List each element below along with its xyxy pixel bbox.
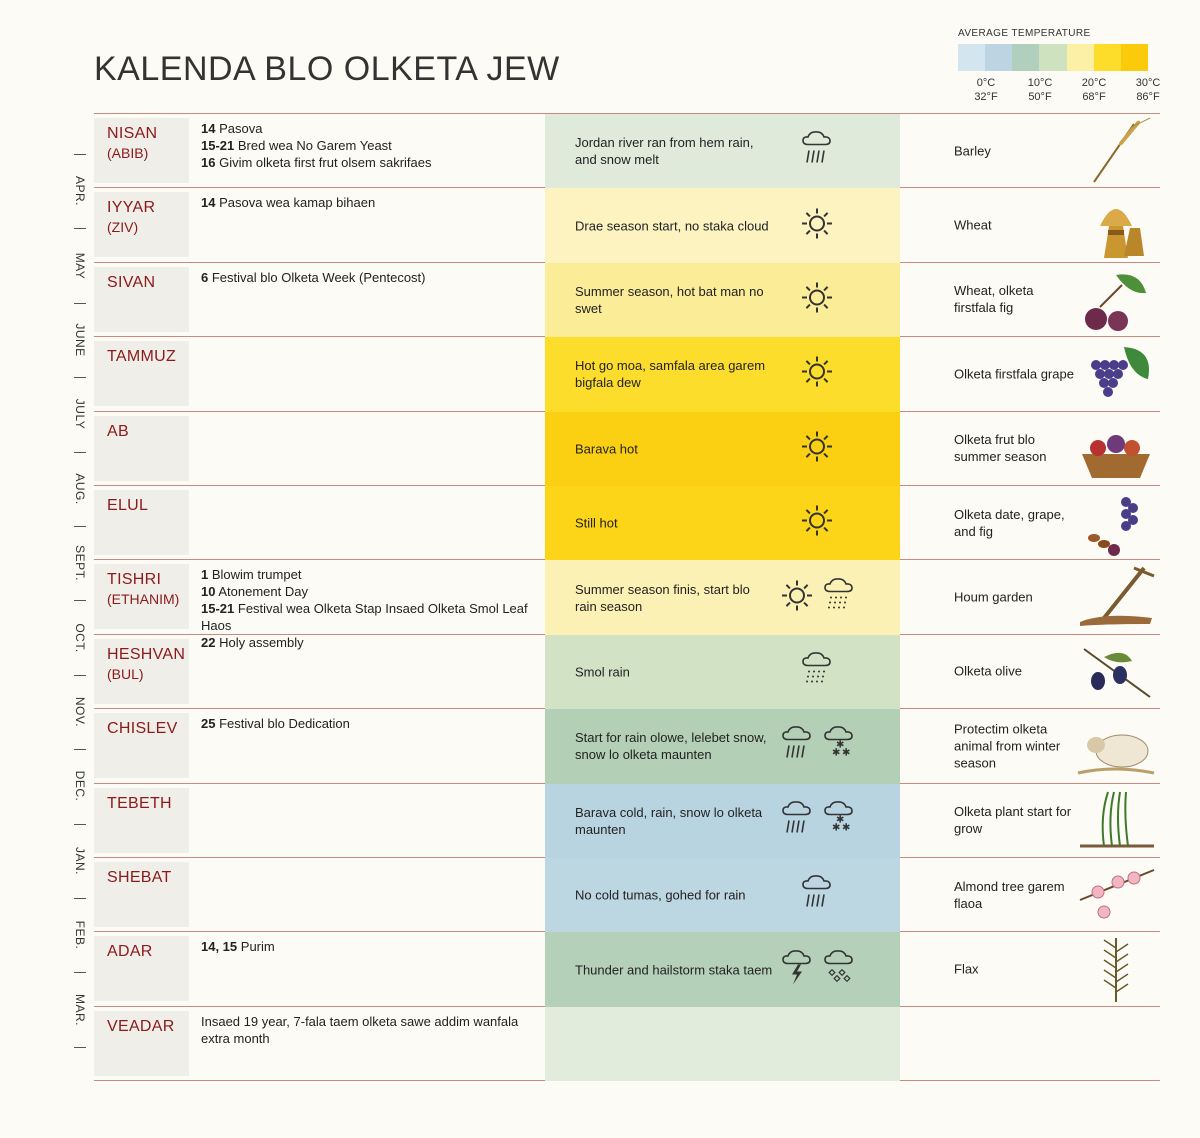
- legend-tick-fahrenheit: 32°F: [974, 91, 998, 103]
- festival-day: 22: [201, 635, 216, 651]
- sun-icon: [797, 501, 837, 541]
- hebrew-month-name: AB: [107, 422, 129, 440]
- gutter-tick: [74, 228, 86, 229]
- svg-text:✱: ✱: [842, 747, 851, 759]
- crop-label: Protectim olketa animal from winter season: [954, 721, 1061, 771]
- month-cell: [94, 416, 189, 481]
- weather-cell: [545, 263, 900, 337]
- month-cell: [94, 639, 189, 704]
- rain-cloud-icon: [797, 873, 837, 913]
- festival-day: 16: [201, 155, 216, 170]
- festival-line: [201, 1013, 541, 1047]
- crop-illustration: [1074, 934, 1158, 1004]
- svg-text:✱: ✱: [836, 739, 845, 751]
- festival-line: [201, 938, 541, 955]
- festival-text: Festival blo Olketa Week (Pentecost): [211, 269, 426, 285]
- legend-tick: [1128, 76, 1168, 104]
- gutter-tick: [74, 154, 86, 155]
- sun-icon: [797, 277, 837, 317]
- festival-line: [201, 269, 541, 286]
- festival-line: [201, 137, 541, 154]
- month-cell: [94, 341, 189, 406]
- hebrew-month-alt-name: (ABIB): [107, 145, 149, 161]
- gregorian-month-label: FEB.: [73, 920, 87, 950]
- hebrew-month-name: TAMMUZ: [107, 348, 177, 366]
- hebrew-month-name: ELUL: [107, 497, 149, 514]
- hebrew-month-name: HESHVAN: [107, 645, 186, 663]
- month-row: [94, 784, 1160, 858]
- month-row: [94, 560, 1160, 651]
- gutter-tick: [74, 526, 86, 527]
- festival-line: [201, 194, 541, 211]
- sun-icon: [797, 203, 837, 243]
- weather-cell: [545, 188, 900, 262]
- festival-list: [201, 269, 541, 286]
- weather-icon-slot: [777, 947, 817, 992]
- weather-icon-slot: [797, 277, 837, 322]
- gregorian-month-label: SEPT.: [73, 545, 87, 582]
- weather-text: Hot go moa, samfala area garem bigfala dew: [575, 358, 766, 391]
- weather-cell: [545, 560, 900, 634]
- month-cell: [94, 490, 189, 555]
- legend-swatch: [985, 44, 1012, 71]
- weather-icon-slot: [819, 798, 859, 843]
- month-row: [94, 337, 1160, 411]
- gregorian-month-gutter: [66, 114, 94, 1079]
- snow-cloud-icon: [819, 798, 859, 838]
- festival-list: [201, 1013, 541, 1047]
- crop-label: Olketa plant start for grow: [954, 804, 1072, 837]
- festival-text: Festival wea Olketa Stap Insaed Olketa Smol Leaf Haos: [201, 601, 528, 634]
- festival-day: 15-21: [201, 138, 235, 153]
- rain-cloud-icon: [777, 798, 817, 838]
- legend-tick-fahrenheit: 68°F: [1082, 91, 1106, 103]
- svg-text:✱: ✱: [832, 747, 841, 759]
- legend-tick-fahrenheit: 86°F: [1136, 91, 1160, 103]
- month-row: [94, 412, 1160, 486]
- festival-text: Atonement Day: [218, 584, 308, 600]
- weather-icon-slot: [777, 724, 817, 769]
- weather-icon-slot: [777, 798, 817, 843]
- festival-day: 15-21: [201, 601, 235, 617]
- weather-icon-slot: [797, 203, 837, 248]
- weather-icon-slot: [797, 873, 837, 918]
- festival-text: Givim olketa first frut olsem sakrifaes: [219, 155, 432, 170]
- barley-icon: [1074, 116, 1158, 186]
- hail-cloud-icon: [819, 947, 859, 987]
- weather-icon-slot: [797, 426, 837, 471]
- drizzle-cloud-icon: [819, 575, 859, 615]
- festival-text: Purim: [240, 939, 275, 955]
- festival-line: [201, 715, 541, 732]
- weather-cell: [545, 932, 900, 1006]
- legend-swatch: [1121, 44, 1148, 71]
- month-row: [94, 635, 1160, 709]
- festival-day: 14, 15: [201, 939, 238, 955]
- month-cell: [94, 118, 189, 183]
- legend-swatch: [1012, 44, 1039, 71]
- weather-text: No cold tumas, gohed for rain: [575, 887, 746, 903]
- temperature-legend: [958, 28, 1161, 106]
- festival-list: [201, 715, 541, 732]
- weather-icon-slot: [797, 501, 837, 546]
- weather-cell: [545, 1007, 900, 1081]
- hebrew-month-alt-name: (ZIV): [107, 219, 139, 236]
- festival-text: Pasova wea kamap bihaen: [219, 195, 376, 211]
- hebrew-month-alt-name: (BUL): [107, 665, 144, 682]
- weather-cell: [545, 784, 900, 858]
- crop-label: Olketa firstfala grape: [954, 366, 1074, 382]
- crop-illustration: [1074, 488, 1158, 558]
- crop-illustration: [1074, 711, 1158, 781]
- gutter-tick: [74, 600, 86, 601]
- gregorian-month-label: APR.: [73, 176, 87, 207]
- legend-tick-celsius: 20°C: [1081, 77, 1107, 89]
- gutter-tick: [74, 1047, 86, 1048]
- month-cell: [94, 192, 189, 257]
- crop-label: Flax: [954, 961, 979, 977]
- flax-icon: [1074, 934, 1158, 1004]
- festival-day: 10: [201, 584, 216, 600]
- legend-swatch: [958, 44, 985, 71]
- festival-line: [201, 600, 541, 634]
- gregorian-month-label: NOV.: [73, 696, 87, 728]
- festival-text: Pasova: [219, 121, 263, 136]
- snow-cloud-icon: [819, 724, 859, 764]
- hebrew-month-alt-name: (ETHANIM): [107, 591, 180, 608]
- weather-text: Still hot: [575, 515, 618, 531]
- crop-illustration: [1074, 190, 1158, 260]
- hebrew-month-name: IYYAR: [107, 199, 156, 217]
- legend-tick: [966, 76, 1006, 104]
- legend-label: AVERAGE TEMPERATURE: [958, 28, 1091, 39]
- almond-blossom-icon: [1074, 860, 1158, 930]
- gregorian-month-label: MAR.: [73, 993, 87, 1026]
- fig-icon: [1074, 265, 1158, 335]
- gutter-tick: [74, 972, 86, 973]
- svg-text:✱: ✱: [832, 822, 841, 834]
- drizzle-cloud-icon: [797, 649, 837, 689]
- legend-tick: [1074, 76, 1114, 104]
- rain-cloud-icon: [797, 129, 837, 169]
- sheep-icon: [1074, 711, 1158, 781]
- crop-label: Olketa olive: [954, 663, 1022, 679]
- legend-swatch: [1039, 44, 1066, 71]
- crop-illustration: [1074, 786, 1158, 856]
- festival-line: [201, 583, 541, 600]
- crop-illustration: [1074, 562, 1158, 632]
- legend-tick-celsius: 30°C: [1135, 77, 1161, 89]
- month-cell: [94, 267, 189, 332]
- festival-text: Insaed 19 year, 7-fala taem olketa sawe addim wanfala extra month: [201, 1013, 519, 1046]
- thunder-cloud-icon: [777, 947, 817, 987]
- sprout-icon: [1074, 786, 1158, 856]
- hebrew-month-name: NISAN: [107, 125, 158, 142]
- weather-icon-slot: [819, 724, 859, 769]
- month-cell: [94, 936, 189, 1001]
- weather-text: Start for rain olowe, lelebet snow, snow lo olketa maunten: [575, 730, 767, 763]
- crop-label: Barley: [954, 143, 991, 159]
- olive-icon: [1074, 637, 1158, 707]
- gregorian-month-label: JAN.: [73, 846, 87, 875]
- crop-label: Wheat: [954, 217, 992, 233]
- page-title: KALENDA BLO OLKETA JEW: [94, 50, 560, 88]
- gregorian-month-label: MAY: [73, 252, 87, 279]
- weather-cell: [545, 114, 900, 188]
- festival-text: Blowim trumpet: [211, 567, 302, 583]
- crop-illustration: [1074, 339, 1158, 409]
- festival-day: 6: [201, 269, 209, 285]
- weather-text: Drae season start, no staka cloud: [575, 218, 769, 234]
- festival-day: 14: [201, 121, 216, 136]
- month-cell: [94, 1011, 189, 1076]
- crop-illustration: [1074, 860, 1158, 930]
- weather-cell: [545, 709, 900, 783]
- weather-cell: [545, 412, 900, 486]
- gregorian-month-label: OCT.: [73, 622, 87, 653]
- month-row: [94, 932, 1160, 1006]
- festival-list: [201, 120, 541, 171]
- weather-icon-slot: [819, 575, 859, 620]
- wheat-sheaf-icon: [1074, 190, 1158, 260]
- gutter-tick: [74, 675, 86, 676]
- hebrew-month-name: ADAR: [107, 943, 153, 961]
- legend-tick-celsius: 10°C: [1027, 77, 1053, 89]
- gregorian-month-label: DEC.: [73, 771, 87, 802]
- hebrew-month-name: TISHRI: [107, 571, 162, 589]
- legend-ticks: [958, 76, 1161, 106]
- hebrew-month-name: CHISLEV: [107, 720, 178, 738]
- festival-text: Bred wea No Garem Yeast: [237, 138, 392, 153]
- svg-text:✱: ✱: [836, 814, 845, 826]
- month-cell: [94, 862, 189, 927]
- weather-cell: [545, 486, 900, 560]
- festival-day: 1: [201, 567, 209, 583]
- month-cell: [94, 713, 189, 778]
- month-row: [94, 858, 1160, 932]
- sun-icon: [777, 575, 817, 615]
- crop-label: Wheat, olketa firstfala fig: [954, 283, 1034, 316]
- weather-text: Smol rain: [575, 664, 630, 680]
- gutter-tick: [74, 824, 86, 825]
- crop-illustration: [1074, 116, 1158, 186]
- weather-text: Jordan river ran from hem rain, and snow melt: [575, 135, 754, 168]
- crop-label: Houm garden: [954, 589, 1033, 605]
- svg-text:✱: ✱: [842, 822, 851, 834]
- plow-icon: [1074, 562, 1158, 632]
- month-cell: [94, 564, 189, 629]
- weather-icon-slot: [797, 352, 837, 397]
- month-row: [94, 486, 1160, 560]
- gregorian-month-label: AUG.: [73, 473, 87, 505]
- crop-label: Olketa frut blo summer season: [954, 432, 1047, 465]
- rain-cloud-icon: [777, 724, 817, 764]
- hebrew-month-name: SHEBAT: [107, 869, 172, 886]
- month-row: [94, 709, 1160, 783]
- legend-tick-celsius: 0°C: [976, 77, 996, 89]
- weather-icon-slot: [819, 947, 859, 992]
- gutter-tick: [74, 303, 86, 304]
- weather-cell: [545, 858, 900, 932]
- crop-illustration: [1074, 637, 1158, 707]
- month-row: [94, 1007, 1160, 1081]
- weather-text: Barava hot: [575, 441, 638, 457]
- weather-text: Summer season finis, start blo rain season: [575, 581, 750, 614]
- sun-icon: [797, 426, 837, 466]
- weather-text: Thunder and hailstorm staka taem: [575, 962, 773, 978]
- fruit-basket-icon: [1074, 414, 1158, 484]
- weather-icon-slot: [777, 575, 817, 620]
- gregorian-month-label: JULY: [73, 399, 87, 430]
- festival-list: [201, 194, 541, 211]
- month-cell: [94, 788, 189, 853]
- festival-day: 14: [201, 195, 216, 211]
- month-row: [94, 263, 1160, 337]
- festival-line: [201, 120, 541, 137]
- weather-icon-slot: [797, 649, 837, 694]
- festival-day: 25: [201, 716, 216, 732]
- gregorian-month-label: JUNE: [73, 323, 87, 357]
- hebrew-month-name: TEBETH: [107, 794, 172, 812]
- gutter-tick: [74, 452, 86, 453]
- legend-tick: [1020, 76, 1060, 104]
- weather-text: Barava cold, rain, snow lo olketa maunten: [575, 804, 763, 837]
- sun-icon: [797, 352, 837, 392]
- hebrew-month-name: VEADAR: [107, 1017, 175, 1035]
- festival-list: [201, 938, 541, 955]
- gutter-tick: [74, 749, 86, 750]
- hebrew-month-name: SIVAN: [107, 273, 156, 291]
- crop-label: Almond tree garem flaoa: [954, 878, 1065, 911]
- weather-text: Summer season, hot bat man no swet: [575, 283, 764, 316]
- festival-line: [201, 566, 541, 583]
- festival-text: Festival blo Dedication: [219, 716, 350, 732]
- legend-color-bar: [958, 44, 1148, 71]
- crop-illustration: [1074, 265, 1158, 335]
- month-row: [94, 114, 1160, 188]
- festival-line: [201, 154, 541, 171]
- month-row: [94, 188, 1160, 262]
- crop-label: Olketa date, grape, and fig: [954, 506, 1065, 539]
- gutter-tick: [74, 377, 86, 378]
- weather-cell: [545, 635, 900, 709]
- weather-icon-slot: [797, 129, 837, 174]
- festival-text: Holy assembly: [219, 635, 304, 651]
- gutter-tick: [74, 898, 86, 899]
- dates-grapes-icon: [1074, 488, 1158, 558]
- legend-swatch: [1067, 44, 1094, 71]
- grape-icon: [1074, 339, 1158, 409]
- legend-swatch: [1094, 44, 1121, 71]
- crop-illustration: [1074, 414, 1158, 484]
- legend-tick-fahrenheit: 50°F: [1028, 91, 1052, 103]
- weather-cell: [545, 337, 900, 411]
